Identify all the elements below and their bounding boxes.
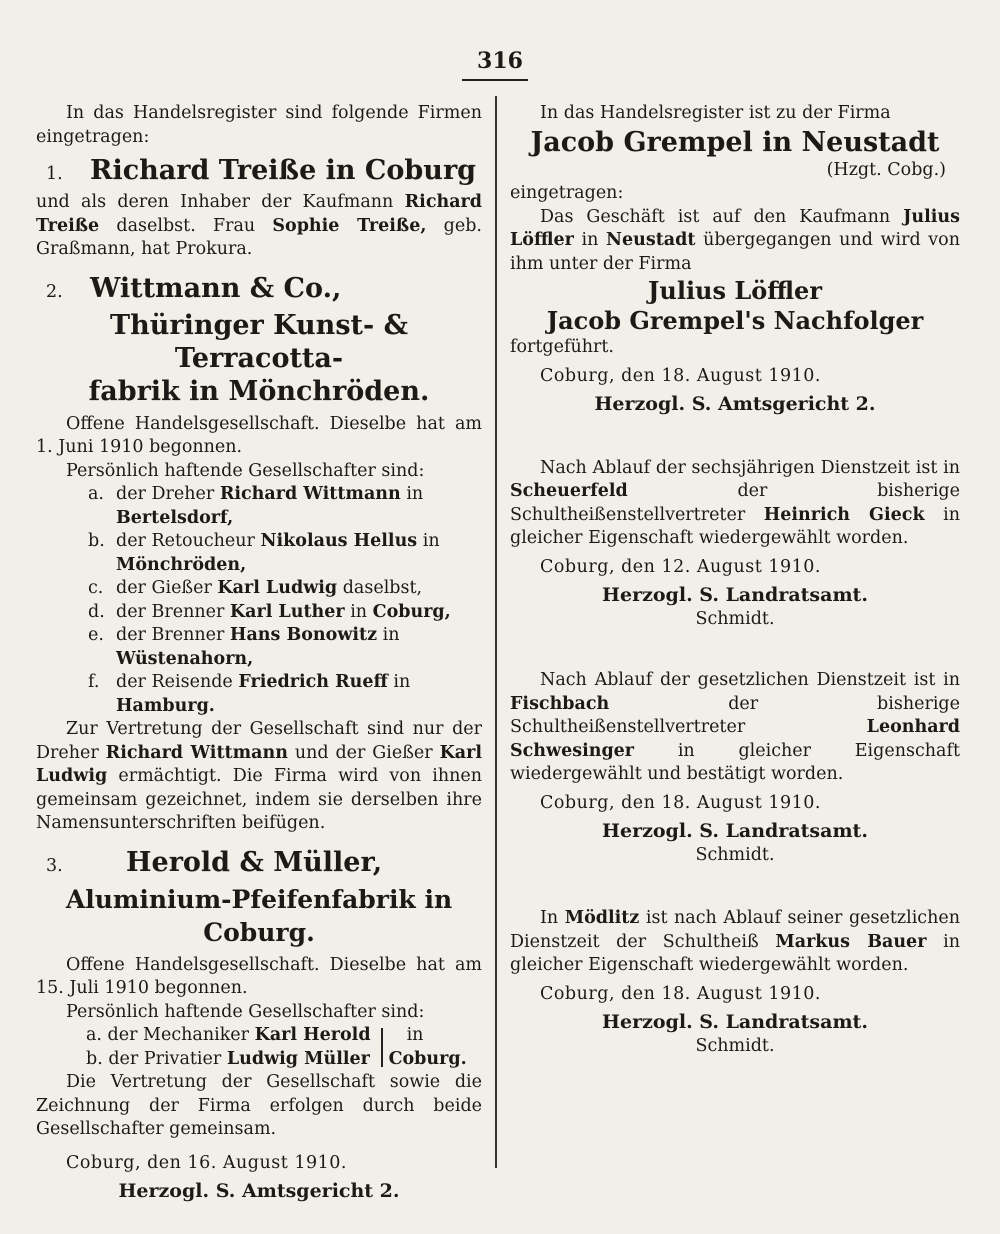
block3-text-c: in gleicher Eigenschaft wiedergewählt und bestätigt worden. <box>510 740 960 784</box>
entry2-partners-intro: Persönlich haftende Gesellschafter sind: <box>66 460 425 481</box>
block3-name: Leonhard Schwesinger <box>510 717 960 761</box>
partner-occupation: der Brenner <box>116 601 225 622</box>
partner-name: Karl Luther <box>229 601 345 622</box>
partner-label: e. <box>88 625 104 645</box>
block3-place: Fischbach <box>510 693 610 714</box>
partner-label: c. <box>88 578 104 598</box>
entry2-partner <box>36 577 482 601</box>
partner-occupation: der Reisende <box>116 672 233 692</box>
left-column <box>36 102 482 1204</box>
entry2-repr-c: ermächtigt. Die Firma wird von ihnen gemeinsam gezeichnet, indem sie derselben ihre Namensunterschriften beifügen. <box>36 766 482 833</box>
entry3-representation: Die Vertretung der Gesellschaft sowie die Zeichnung der Firma erfolgen durch beide Gesellschafter gemeinsam. <box>36 1072 482 1139</box>
block4-text <box>510 907 960 978</box>
block3-text <box>510 669 960 787</box>
entry3-partner-b <box>86 1048 371 1072</box>
right-column <box>510 102 960 1058</box>
block1-text-e: fortgeführt. <box>510 337 614 357</box>
entry3-title-line2: Aluminium-Pfeifenfabrik in Coburg. <box>65 884 453 947</box>
partner-label: d. <box>88 601 105 622</box>
column-divider <box>495 96 497 1168</box>
partner-in: in <box>382 625 400 645</box>
partner-name: Nikolaus Hellus <box>260 531 418 551</box>
entry2-number: 2. <box>46 281 63 302</box>
entry3-brace-in: in <box>406 1025 424 1045</box>
left-court: Herzogl. S. Amtsgericht 2. <box>118 1180 400 1202</box>
block3-place-date: Coburg, den 18. August 1910. <box>540 792 821 813</box>
partner-in: in <box>406 484 424 504</box>
block1-firm: Jacob Grempel in Neustadt <box>530 126 940 158</box>
partner-place: Mönchröden, <box>116 554 247 575</box>
entry3-partner-a <box>86 1024 371 1048</box>
entry2-title-line2: Thüringer Kunst- & Terracotta- <box>110 309 408 374</box>
partner-occupation: der Retoucheur <box>116 531 255 551</box>
block1-place: Neustadt <box>606 230 696 250</box>
block1-text-a: eingetragen: <box>510 183 624 203</box>
partner-name: Hans Bonowitz <box>229 625 378 645</box>
entry3-partners-table <box>36 1024 482 1071</box>
block1-text <box>510 206 960 277</box>
block4-name: Markus Bauer <box>775 931 927 952</box>
entry3-partner-b-pre: b. der Privatier <box>86 1048 222 1069</box>
partner-place: Coburg, <box>372 601 451 622</box>
entry3-partner-a-name: Karl Herold <box>254 1025 371 1045</box>
entry2-representation <box>36 718 482 836</box>
block1-intro: In das Handelsregister ist zu der Firma <box>540 103 891 123</box>
partner-label: f. <box>88 672 100 692</box>
entry2-repr-name2: Karl Ludwig <box>36 742 482 786</box>
block2-text-b: der bisherige Schultheißenstellvertreter <box>510 481 960 525</box>
entry3-text1: Offene Handelsgesellschaft. Dieselbe hat am 15. Juli 1910 begonnen. <box>36 954 482 998</box>
entry3-title-line1: Herold & Müller, <box>126 846 383 878</box>
entry3-brace-place: Coburg. <box>388 1048 467 1069</box>
entry2-partner <box>36 601 482 625</box>
partner-place: Hamburg. <box>116 695 215 716</box>
block4-place-date: Coburg, den 18. August 1910. <box>540 983 821 1004</box>
page-number: 316 <box>477 48 523 74</box>
partner-place: Bertelsdorf, <box>116 507 234 528</box>
entry1-text <box>36 191 482 262</box>
block2-text-a: Nach Ablauf der sechsjährigen Dienstzeit ist in <box>540 457 960 478</box>
entry2-repr-a: Zur Vertretung der Gesellschaft sind nur der Dreher <box>36 719 482 763</box>
partner-name: Richard Wittmann <box>219 484 401 504</box>
partner-label: a. <box>88 484 104 504</box>
entry3-number: 3. <box>46 855 63 876</box>
partner-name: Friedrich Rueff <box>238 672 388 692</box>
entry2-repr-name1: Richard Wittmann <box>105 742 288 763</box>
block1-court: Herzogl. S. Amtsgericht 2. <box>594 393 876 415</box>
block1-merchant-name: Julius Löffler <box>510 206 960 250</box>
entry1-text-c: geb. Graßmann, hat Prokura. <box>36 215 482 259</box>
entry1-number: 1. <box>46 164 63 184</box>
entry2-text1: Offene Handelsgesellschaft. Dieselbe hat am 1. Juni 1910 begonnen. <box>36 413 482 457</box>
block3-text-b: der bisherige Schultheißenstellvertreter <box>510 693 960 737</box>
block1-place-date: Coburg, den 18. August 1910. <box>540 365 821 386</box>
block4-place: Mödlitz <box>564 908 640 928</box>
partner-in: in <box>422 531 440 551</box>
entry3-partner-a-pre: a. der Mechaniker <box>86 1025 250 1045</box>
entry1-text-b: daselbst. Frau <box>116 215 256 236</box>
entry1-title: Richard Treiße in Coburg <box>90 155 477 186</box>
entry1-owner-name: Richard Treiße <box>36 192 482 236</box>
left-place-date: Coburg, den 16. August 1910. <box>66 1152 347 1173</box>
block3-signer: Schmidt. <box>695 844 775 865</box>
brace <box>371 1028 383 1067</box>
block2-place-date: Coburg, den 12. August 1910. <box>540 556 821 577</box>
block4-signer: Schmidt. <box>695 1035 775 1056</box>
block1-text-d: übergegangen und wird von ihm unter der Firma <box>510 230 960 274</box>
entry2-partner <box>36 671 482 718</box>
entry1-title-row <box>36 154 482 191</box>
partner-name: Karl Ludwig <box>217 578 338 598</box>
entry3-partners-intro: Persönlich haftende Gesellschafter sind: <box>66 1001 425 1022</box>
block4-text-c: in gleicher Eigenschaft wiedergewählt worden. <box>510 931 960 975</box>
block2-court: Herzogl. S. Landratsamt. <box>602 584 868 606</box>
entry3-partner-b-name: Ludwig Müller <box>226 1048 370 1069</box>
block2-name: Heinrich Gieck <box>763 504 925 525</box>
block3-text-a: Nach Ablauf der gesetzlichen Dienstzeit ist in <box>540 670 960 690</box>
partner-label: b. <box>88 531 105 551</box>
block1-new-firm-line1: Julius Löffler <box>648 276 822 305</box>
entry2-partner <box>36 530 482 577</box>
block3-court: Herzogl. S. Landratsamt. <box>602 820 868 842</box>
page-number-rule <box>462 79 528 81</box>
left-intro: In das Handelsregister sind folgende Firmen eingetragen: <box>36 103 482 147</box>
block2-signer: Schmidt. <box>695 608 775 629</box>
entry2-partner <box>36 624 482 671</box>
block1-new-firm-line2: Jacob Grempel's Nachfolger <box>546 306 924 335</box>
entry2-title-line1: Wittmann & Co., <box>90 272 342 304</box>
block4-text-a: In <box>540 908 559 928</box>
block2-text-c: in gleicher Eigenschaft wiedergewählt worden. <box>510 504 960 548</box>
block4-court: Herzogl. S. Landratsamt. <box>602 1011 868 1033</box>
entry1-prokurist-name: Sophie Treiße, <box>272 215 427 236</box>
partner-occupation: der Dreher <box>116 484 215 504</box>
partner-occupation: der Brenner <box>116 625 225 645</box>
entry3-partner-place <box>389 1024 467 1071</box>
block1-text-c: in <box>581 230 599 250</box>
entry2-title-row1 <box>36 272 482 309</box>
entry3-partner-names <box>86 1024 371 1071</box>
partner-in: in <box>350 601 368 622</box>
partner-in: daselbst, <box>342 578 423 598</box>
partner-in: in <box>393 672 411 692</box>
entry1-text-a: und als deren Inhaber der Kaufmann <box>36 192 394 212</box>
entry2-title-line3: fabrik in Mönchröden. <box>88 375 430 407</box>
entry2-repr-b: und der Gießer <box>294 742 433 763</box>
block1-firm-note: (Hzgt. Cobg.) <box>826 159 946 180</box>
block4-text-b: ist nach Ablauf seiner gesetzlichen Dienstzeit der Schultheiß <box>510 908 960 952</box>
entry3-title-row1 <box>36 846 482 883</box>
partner-occupation: der Gießer <box>116 578 212 598</box>
entry2-partner <box>36 483 482 530</box>
partner-place: Wüstenahorn, <box>116 648 254 669</box>
block2-text <box>510 457 960 551</box>
block2-place: Scheuerfeld <box>510 481 628 501</box>
block1-text-b: Das Geschäft ist auf den Kaufmann <box>540 206 891 227</box>
